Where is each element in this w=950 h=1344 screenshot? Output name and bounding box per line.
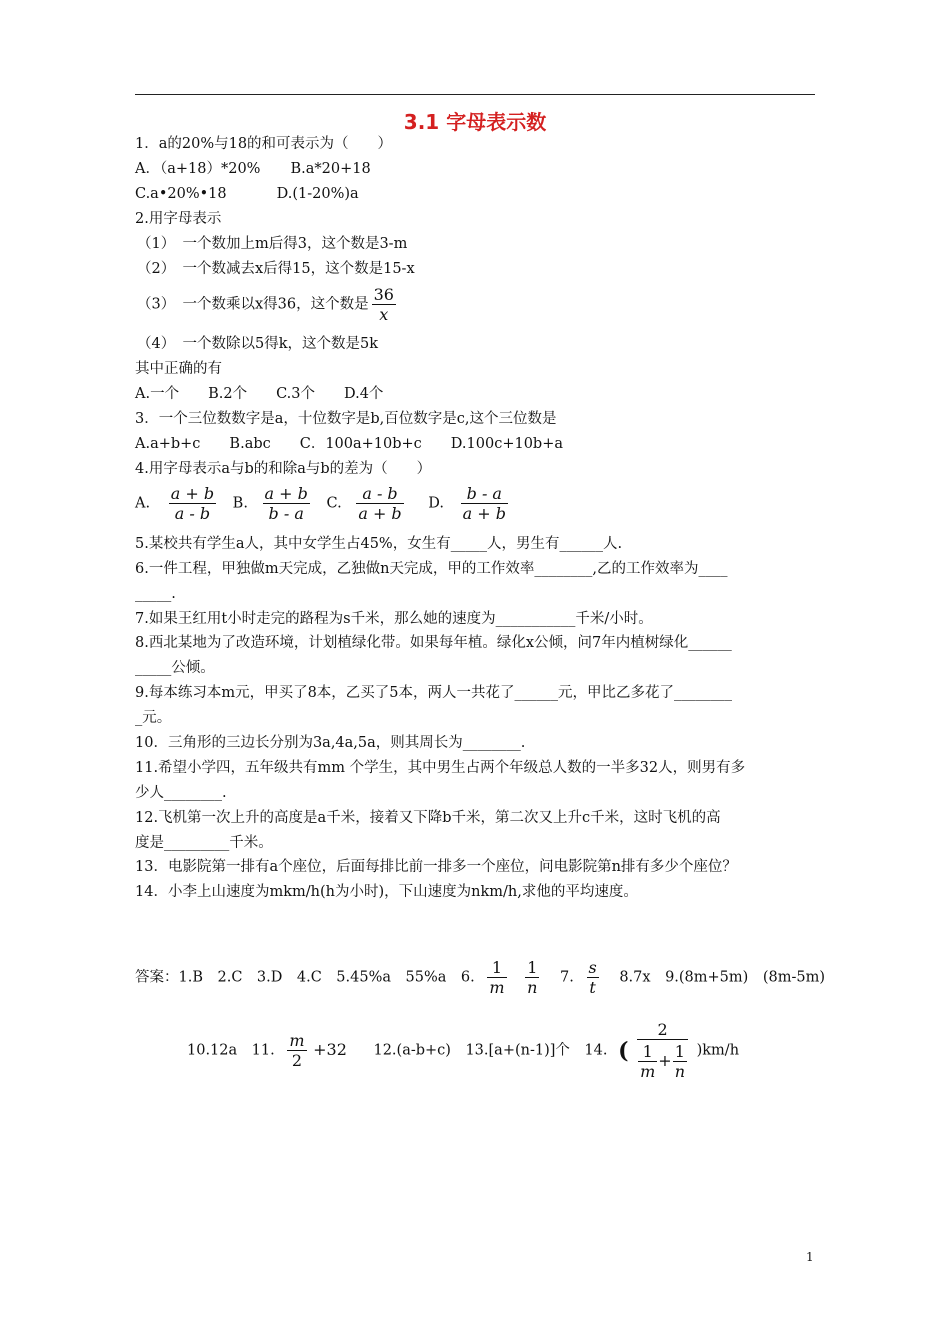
fraction-numerator: a + b [264, 484, 308, 503]
fraction-denominator: m [489, 978, 505, 997]
answers-10-11: 10.12a 11. [187, 1042, 275, 1059]
q2-stem: 2.用字母表示 [135, 211, 222, 227]
q10: 10．三角形的三边长分别为3a,4a,5a，则其周长为________. [135, 735, 526, 751]
fraction-denominator: x [379, 305, 389, 324]
q1-stem: 1．a的20%与18的和可表示为（ ） [135, 136, 393, 152]
q4-fraction-b [263, 484, 310, 523]
q11-line-1: 11.希望小学四，五年级共有mm 个学生，其中男生占两个年级总人数的一半多32人，则男有多 [135, 760, 746, 776]
fraction-numerator: a + b [170, 484, 215, 503]
q3-options: A.a+b+c B.abc C．100a+10b+c D.100c+10b+a [135, 436, 563, 452]
q4-label-a: A. [135, 495, 151, 512]
answer-7-fraction [587, 958, 599, 997]
page-title: 3.1 字母表示数 [403, 110, 547, 134]
header-rule [135, 94, 815, 95]
q3-stem: 3．一个三位数数字是a，十位数字是b,百位数字是c,这个三位数是 [135, 411, 557, 427]
answer-6-fraction-1 [487, 958, 506, 997]
answers-12-14: 12.(a-b+c) 13.[a+(n-1)]个 14. [373, 1042, 608, 1059]
q12-line-2: 度是_________千米。 [135, 835, 273, 851]
q2-item-4: （4） 一个数除以5得k，这个数是5k [137, 336, 378, 352]
fraction-denominator: a + b [462, 504, 506, 523]
q6-line-1: 6.一件工程，甲独做m天完成，乙独做n天完成，甲的工作效率________,乙的工作效率为____ [135, 561, 728, 577]
fraction-numerator: 1 [487, 958, 506, 978]
q9-line-2: _元。 [135, 710, 172, 726]
q2-item-3-text: （3） 一个数乘以x得36，这个数是 [137, 296, 369, 313]
fraction-numerator: 1 [525, 958, 539, 978]
q1-options-cd [135, 185, 815, 203]
answer-14-fraction [637, 1020, 688, 1081]
q1-option-d: D.(1-20%)a [276, 186, 359, 202]
q4-label-d: D. [428, 495, 444, 512]
fraction-denominator: n [527, 978, 538, 997]
answers-prefix: 答案：1.B 2.C 3.D 4.C 5.45%a 55%a 6. [135, 969, 475, 986]
fraction-denominator [637, 1040, 688, 1081]
fraction-denominator: a - b [174, 504, 211, 523]
fraction-denominator: a + b [358, 504, 402, 523]
plus-sign: + [658, 1051, 672, 1070]
answer-11-fraction [287, 1031, 306, 1070]
fraction-denominator: 2 [291, 1051, 302, 1070]
q12-line-1: 12.飞机第一次上升的高度是a千米，接着又下降b千米，第二次又上升c千米，这时飞机的高 [135, 810, 721, 826]
fraction-denominator: t [589, 978, 596, 997]
fraction-numerator: 1 [638, 1042, 657, 1062]
fraction-denominator: b - a [268, 504, 304, 523]
answer-7-label: 7. [560, 969, 574, 986]
q2-options: A.一个 B.2个 C.3个 D.4个 [135, 386, 384, 402]
answer-14-unit: )km/h [696, 1042, 740, 1059]
answer-14-open-paren: ( [618, 1037, 629, 1064]
answers-line-2 [187, 1020, 867, 1081]
answer-11-tail: +32 [313, 1039, 347, 1059]
q4-fraction-d [461, 484, 508, 523]
answer-14-inner-fraction-1 [638, 1042, 657, 1081]
answer-6-fraction-2 [525, 958, 539, 997]
q9-line-1: 9.每本练习本m元，甲买了8本，乙买了5本，两人一共花了______元，甲比乙多花了________ [135, 685, 733, 701]
fraction-denominator: n [674, 1062, 685, 1081]
q14: 14．小李上山速度为mkm/h(h为小时)，下山速度为nkm/h,求他的平均速度。 [135, 884, 638, 900]
q1-options-ab [135, 160, 815, 178]
q4-options [135, 484, 815, 523]
answer-14-inner-fraction-2 [673, 1042, 687, 1081]
q11-line-2: 少人________. [135, 785, 227, 801]
q2-item-3-fraction [372, 285, 396, 324]
q2-item-1: （1） 一个数加上m后得3，这个数是3-m [137, 236, 408, 252]
fraction-numerator: 2 [637, 1020, 688, 1040]
fraction-numerator: a - b [356, 484, 403, 504]
q4-fraction-c [356, 484, 403, 523]
q4-label-b: B. [232, 495, 248, 512]
q1-option-b: B.a*20+18 [290, 161, 371, 177]
answers-line-1 [135, 958, 825, 997]
q6-line-2: _____. [135, 586, 176, 602]
fraction-numerator: s [588, 958, 597, 977]
fraction-numerator: 36 [373, 285, 394, 304]
q2-item-2: （2） 一个数减去x后得15，这个数是15-x [137, 261, 415, 277]
q7: 7.如果王红用t小时走完的路程为s千米，那么她的速度为___________千米/小时。 [135, 611, 653, 627]
q1-option-a: A．（a+18）*20% [135, 161, 261, 177]
fraction-numerator: m [289, 1031, 305, 1050]
fraction-numerator: 1 [673, 1042, 687, 1062]
q8-line-1: 8.西北某地为了改造环境，计划植绿化带。如果每年植。绿化x公倾，问7年内植树绿化______ [135, 635, 732, 651]
page-number: 1 [806, 1250, 814, 1264]
q4-fraction-a [169, 484, 216, 523]
answers-tail-1: 8.7x 9.(8m+5m) (8m-5m) [619, 969, 825, 986]
q1-option-c: C.a•20%•18 [135, 186, 227, 202]
q2-item-3 [137, 285, 817, 324]
q8-line-2: _____公倾。 [135, 660, 215, 676]
q13: 13．电影院第一排有a个座位，后面每排比前一排多一个座位，问电影院第n排有多少个座位？ [135, 859, 737, 875]
q5: 5.某校共有学生a人，其中女学生占45%，女生有_____人，男生有______人. [135, 536, 623, 552]
q2-tail: 其中正确的有 [135, 361, 222, 377]
fraction-denominator: m [640, 1062, 656, 1081]
fraction-numerator: b - a [461, 484, 508, 504]
q4-stem: 4.用字母表示a与b的和除a与b的差为（ ） [135, 461, 432, 477]
q4-label-c: C. [326, 495, 342, 512]
